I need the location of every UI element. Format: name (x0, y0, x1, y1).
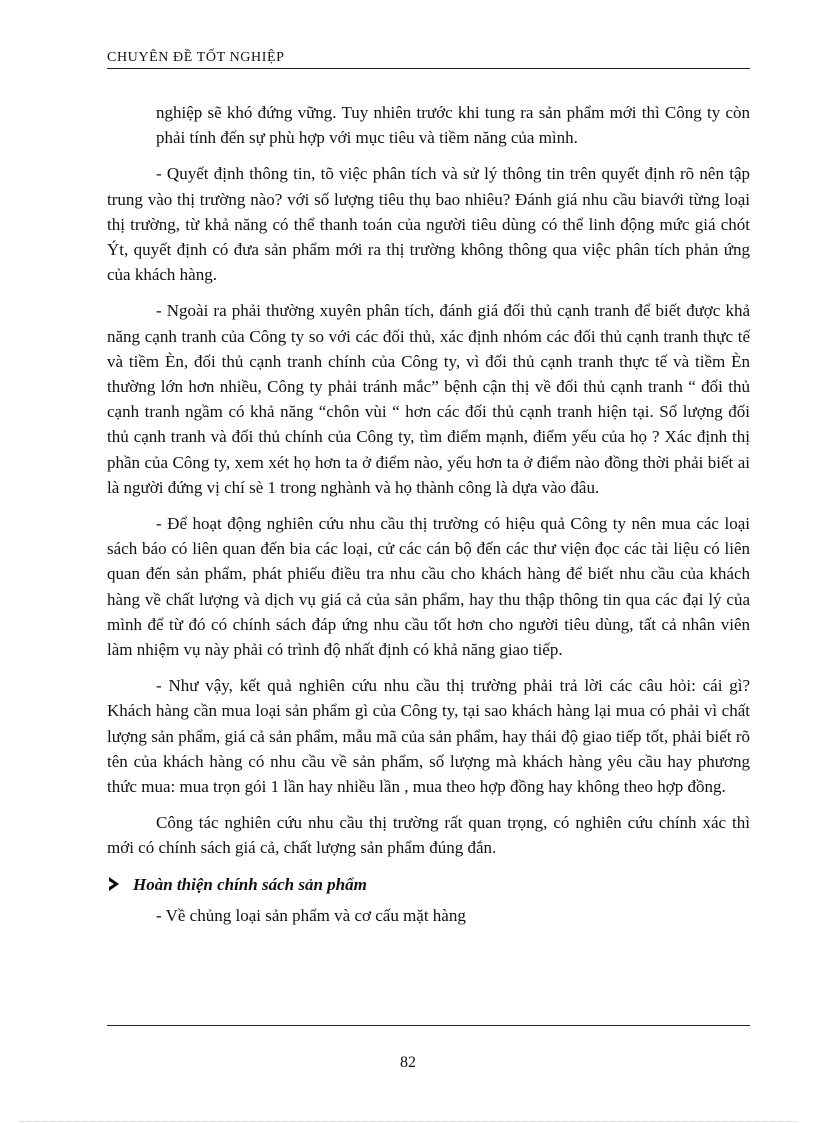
page-header (107, 48, 750, 69)
footer-divider (107, 1025, 750, 1026)
section-item: - Về chủng loại sản phẩm và cơ cấu mặt hàng (156, 905, 466, 925)
paragraph-competitor-analysis: - Ngoài ra phải thường xuyên phân tích, đánh giá đối thủ cạnh tranh để biết được khả năng cạnh tranh của Công ty so với các đối thủ, xác định nhóm các đối thủ cạnh tranh thực tế và tiềm Èn, đối thủ cạnh tranh chính của Công ty, vì đối thủ cạnh tranh thực tế và tiềm Èn thường lớn hơn nhiều, Công ty phải tránh mắc” bệnh cận thị về đối thủ cạnh tranh “ đối thủ cạnh tranh ngầm có khả năng “chôn vùi “ hơn các đối thủ cạnh tranh hiện tại. Số lượng đối thủ cạnh tranh và đối thủ chính của Công ty, tìm điểm mạnh, điểm yếu của họ ? Xác định thị phần của Công ty, xem xét họ hơn ta ở điểm nào, yếu hơn ta ở điểm nào đồng thời phải biết ai là người đứng vị chí sè 1 trong nghành và họ thành công là dựa vào đâu. (107, 301, 750, 497)
paragraph-information-decision: - Quyết định thông tin, tõ việc phân tích và sử lý thông tin trên quyết định rõ nên tập trung vào thị trường nào? với số lượng tiêu thụ bao nhiêu? Đánh giá nhu cầu biavới từng loại thị trường, từ khả năng có thể thanh toán của người tiêu dùng có thể linh động mức giá chót Ýt, quyết định có đưa sản phẩm mới ra thị trường không thông qua việc phân tích phản ứng của khách hàng. (107, 164, 750, 285)
section-heading-text: Hoàn thiện chính sách sản phẩm (133, 874, 367, 894)
paragraph-research-results: - Như vậy, kết quả nghiên cứu nhu cầu thị trường phải trả lời các câu hỏi: cái gì? Khách hàng cần mua loại sản phẩm gì của Công ty, tại sao khách hàng lại mua có phải vì chất lượng sản phẩm, giá cả sản phẩm, mẫu mã của sản phẩm, hay thái độ giao tiếp tốt, phải biết rõ tên của khách hàng có nhu cầu về sản phẩm, số lượng mà khách hàng yêu cầu hay phương thức mua: mua trọn gói 1 lần hay nhiều lần , mua theo hợp đồng hay không theo hợp đồng. (107, 676, 750, 797)
header-title: CHUYÊN ĐỀ TỐT NGHIỆP (107, 50, 285, 65)
paragraph-conclusion: Công tác nghiên cứu nhu cầu thị trường rất quan trọng, có nghiên cứu chính xác thì mới có chính sách giá cả, chất lượng sản phẩm đúng đắn. (107, 813, 750, 858)
document-body (107, 100, 750, 939)
arrow-bullet-icon (109, 877, 119, 891)
page-number: 82 (400, 1054, 416, 1071)
section-heading (107, 872, 750, 897)
paragraph-continuation: nghiệp sẽ khó đứng vững. Tuy nhiên trước khi tung ra sản phẩm mới thì Công ty còn phải tính đến sự phù hợp với mục tiêu và tiềm năng của mình. (156, 103, 750, 148)
paragraph-market-research: - Để hoạt động nghiên cứu nhu cầu thị trường có hiệu quả Công ty nên mua các loại sách báo có liên quan đến bia các loại, cử các cán bộ đến các thư viện đọc các tài liệu có liên quan đến sản phẩm, phát phiếu điều tra nhu cầu cho khách hàng để biết nhu cầu của khách hàng về chất lượng và dịch vụ giá cả của sản phẩm, hay thu thập thông tin qua các đại lý của mình để từ đó có chính sách đáp ứng nhu cầu tốt hơn cho người tiêu dùng, tất cả nhân viên làm nhiệm vụ này phải có trình độ nhất định có khả năng giao tiếp. (107, 514, 750, 660)
page-edge-rule (20, 1121, 796, 1122)
